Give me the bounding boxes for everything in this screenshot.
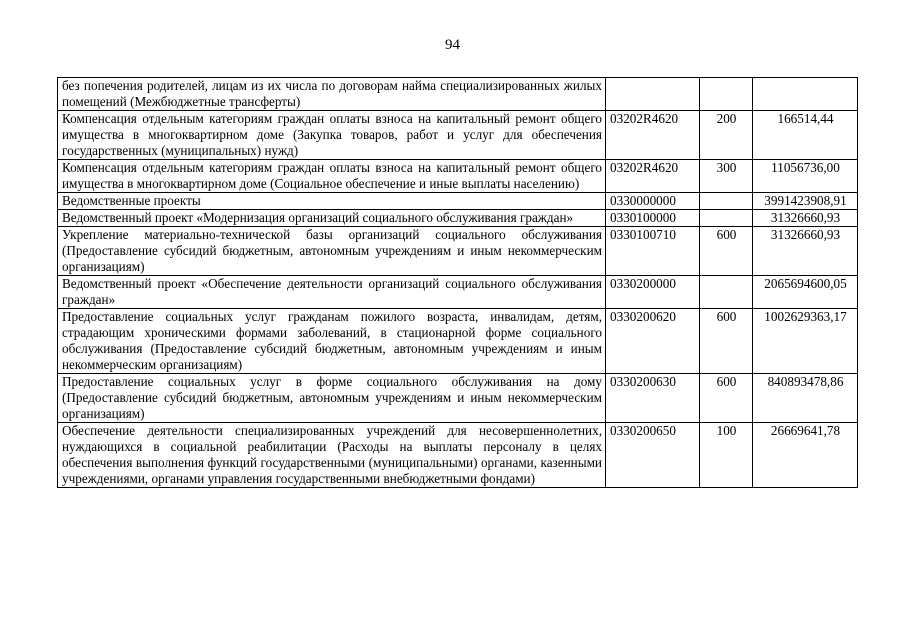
row-expense-type: [700, 193, 753, 210]
table-row: [58, 210, 858, 227]
table-row: [58, 227, 858, 276]
page-number: 94: [445, 37, 460, 53]
row-expense-type: 100: [700, 423, 753, 488]
row-sum: 840893478,86: [753, 374, 858, 423]
row-sum: 31326660,93: [753, 210, 858, 227]
row-name: Компенсация отдельным категориям граждан оплаты взноса на капитальный ремонт общего имущества в многоквартирном доме (Закупка товаров, работ и услуг для обеспечения государственных (муниципальных) нужд): [58, 111, 606, 160]
row-sum: 166514,44: [753, 111, 858, 160]
row-sum: 26669641,78: [753, 423, 858, 488]
table-row: [58, 423, 858, 488]
row-code: 0330200620: [606, 309, 700, 374]
row-sum: 11056736,00: [753, 160, 858, 193]
table-row: [58, 111, 858, 160]
row-expense-type: [700, 276, 753, 309]
row-sum: [753, 78, 858, 111]
row-code: 0330000000: [606, 193, 700, 210]
budget-table: [57, 77, 858, 488]
row-name: Ведомственные проекты: [58, 193, 606, 210]
row-sum: 3991423908,91: [753, 193, 858, 210]
row-sum: 1002629363,17: [753, 309, 858, 374]
row-code: 0330100710: [606, 227, 700, 276]
row-code: [606, 78, 700, 111]
row-code: 03202R4620: [606, 160, 700, 193]
row-code: 0330200000: [606, 276, 700, 309]
row-expense-type: [700, 78, 753, 111]
row-name: Укрепление материально-технической базы организаций социального обслуживания (Предоставление субсидий бюджетным, автономным учреждениям и иным некоммерческим организациям): [58, 227, 606, 276]
row-expense-type: [700, 210, 753, 227]
row-name: Компенсация отдельным категориям граждан оплаты взноса на капитальный ремонт общего имущества в многоквартирном доме (Социальное обеспечение и иные выплаты населению): [58, 160, 606, 193]
row-expense-type: 600: [700, 227, 753, 276]
row-sum: 31326660,93: [753, 227, 858, 276]
row-expense-type: 300: [700, 160, 753, 193]
row-code: 0330200650: [606, 423, 700, 488]
table-row: [58, 309, 858, 374]
row-name: Обеспечение деятельности специализированных учреждений для несовершеннолетних, нуждающихся в социальной реабилитации (Расходы на выплаты персоналу в целях обеспечения выполнения функций государственными (муниципальными) органами, казенными учреждениями, органами управления государственными внебюджетными фондами): [58, 423, 606, 488]
row-name: Ведомственный проект «Модернизация организаций социального обслуживания граждан»: [58, 210, 606, 227]
row-name: Предоставление социальных услуг в форме социального обслуживания на дому (Предоставление субсидий бюджетным, автономным учреждениям и иным некоммерческим организациям): [58, 374, 606, 423]
row-code: 03202R4620: [606, 111, 700, 160]
row-code: 0330100000: [606, 210, 700, 227]
row-name: Предоставление социальных услуг гражданам пожилого возраста, инвалидам, детям, страдающим хроническими формами заболеваний, в стационарной форме социального обслуживания (Предоставление субсидий бюджетным, автономным учреждениям и иным некоммерческим организациям): [58, 309, 606, 374]
row-code: 0330200630: [606, 374, 700, 423]
row-name: без попечения родителей, лицам из их числа по договорам найма специализированных жилых помещений (Межбюджетные трансферты): [58, 78, 606, 111]
row-name: Ведомственный проект «Обеспечение деятельности организаций социального обслуживания граждан»: [58, 276, 606, 309]
table-row: [58, 276, 858, 309]
table-row: [58, 160, 858, 193]
row-expense-type: 600: [700, 374, 753, 423]
table-row: [58, 193, 858, 210]
row-sum: 2065694600,05: [753, 276, 858, 309]
row-expense-type: 200: [700, 111, 753, 160]
table-row: [58, 78, 858, 111]
row-expense-type: 600: [700, 309, 753, 374]
table-row: [58, 374, 858, 423]
